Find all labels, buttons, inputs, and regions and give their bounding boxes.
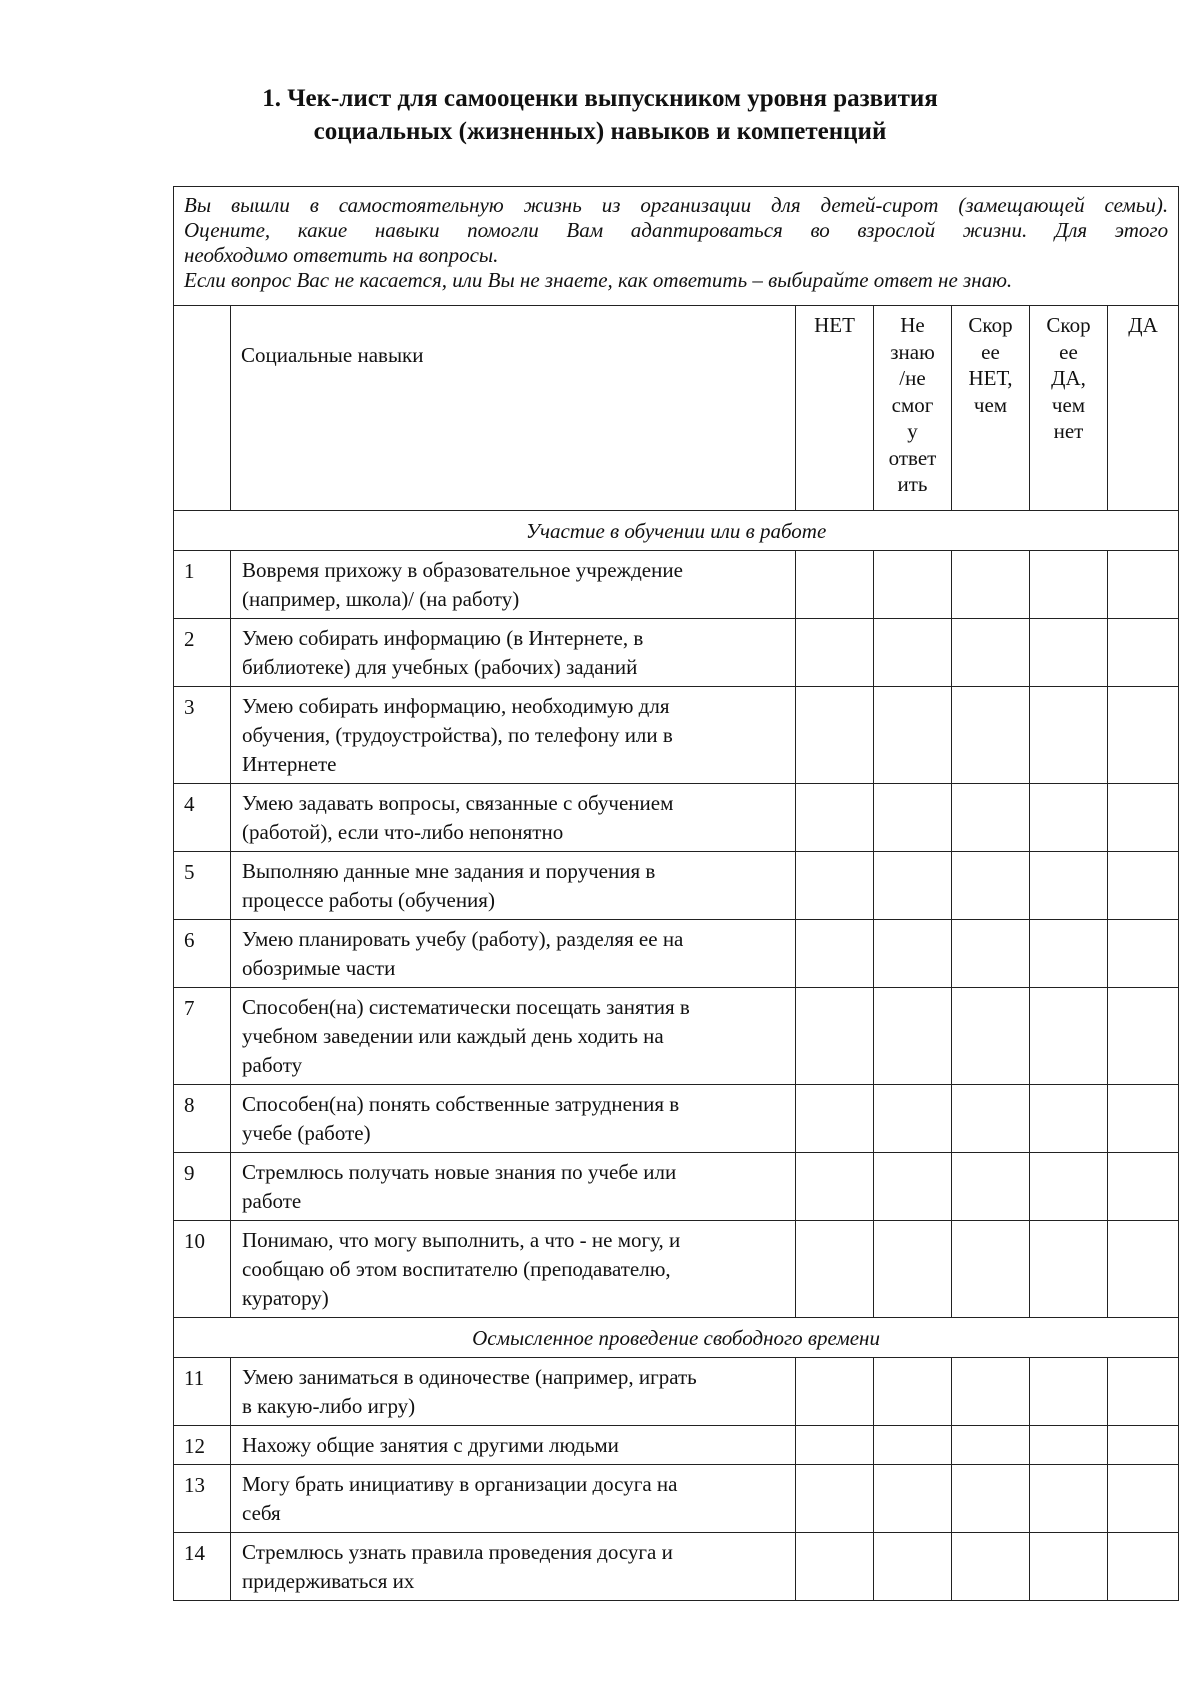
answer-yes-cell[interactable] xyxy=(1108,687,1179,784)
answer-rather-no-cell[interactable] xyxy=(952,1426,1030,1465)
header-dont-know xyxy=(874,306,952,511)
intro-row xyxy=(174,187,1179,306)
answer-rather-no-cell[interactable] xyxy=(952,1221,1030,1318)
answer-no-cell[interactable] xyxy=(796,551,874,619)
skill-text-line: учебе (работе) xyxy=(242,1121,371,1145)
skill-text-line: процессе работы (обучения) xyxy=(242,888,495,912)
skill-text xyxy=(231,1465,796,1533)
table-row xyxy=(174,619,1179,687)
header-rather-yes xyxy=(1030,306,1108,511)
row-number: 14 xyxy=(174,1533,231,1601)
intro-line-2: Оцените, какие навыки помогли Вам адаптироваться во взрослой жизни. Для этого xyxy=(184,218,1169,242)
answer-rather-no-cell[interactable] xyxy=(952,1085,1030,1153)
intro-line-3: необходимо ответить на вопросы. xyxy=(184,243,499,267)
answer-yes-cell[interactable] xyxy=(1108,1533,1179,1601)
answer-rather-yes-cell[interactable] xyxy=(1030,920,1108,988)
answer-dont-know-cell[interactable] xyxy=(874,1221,952,1318)
answer-yes-cell[interactable] xyxy=(1108,920,1179,988)
intro-line-4: Если вопрос Вас не касается, или Вы не знаете, как ответить – выбирайте ответ не знаю. xyxy=(184,268,1013,292)
answer-yes-cell[interactable] xyxy=(1108,1221,1179,1318)
answer-dont-know-cell[interactable] xyxy=(874,619,952,687)
skill-text-line: Способен(на) понять собственные затруднения в xyxy=(242,1092,680,1116)
checklist-table xyxy=(173,186,1179,1601)
answer-dont-know-cell[interactable] xyxy=(874,1153,952,1221)
answer-rather-yes-cell[interactable] xyxy=(1030,784,1108,852)
answer-rather-no-cell[interactable] xyxy=(952,551,1030,619)
skill-text xyxy=(231,988,796,1085)
header-text-line: знаю xyxy=(890,339,935,364)
header-skills: Социальные навыки xyxy=(231,306,796,511)
header-text-line: чем xyxy=(1051,392,1086,417)
answer-rather-no-cell[interactable] xyxy=(952,1465,1030,1533)
skill-text-line: в какую-либо игру) xyxy=(242,1394,416,1418)
skill-text-line: работе xyxy=(242,1189,302,1213)
answer-dont-know-cell[interactable] xyxy=(874,1426,952,1465)
row-number: 2 xyxy=(174,619,231,687)
skill-text xyxy=(231,1426,796,1465)
skill-text xyxy=(231,1221,796,1318)
answer-no-cell[interactable] xyxy=(796,1465,874,1533)
skill-text-line: сообщаю об этом воспитателю (преподавателю, xyxy=(242,1257,671,1281)
row-number: 6 xyxy=(174,920,231,988)
answer-yes-cell[interactable] xyxy=(1108,1358,1179,1426)
answer-dont-know-cell[interactable] xyxy=(874,988,952,1085)
row-number: 12 xyxy=(174,1426,231,1465)
header-text-line: НЕТ xyxy=(814,313,855,337)
answer-rather-yes-cell[interactable] xyxy=(1030,1221,1108,1318)
skill-text-line: Умею задавать вопросы, связанные с обучением xyxy=(242,791,674,815)
title-line-2: социальных (жизненных) навыков и компетенций xyxy=(313,118,887,145)
table-row xyxy=(174,1221,1179,1318)
header-yes xyxy=(1108,306,1179,511)
skill-text xyxy=(231,784,796,852)
intro-line-1: Вы вышли в самостоятельную жизнь из организации для детей-сирот (замещающей семьи). xyxy=(184,193,1169,217)
answer-no-cell[interactable] xyxy=(796,1426,874,1465)
header-text-line: нет xyxy=(1053,419,1084,443)
table-row xyxy=(174,784,1179,852)
answer-dont-know-cell[interactable] xyxy=(874,1465,952,1533)
header-text-line: НЕТ, xyxy=(968,366,1013,390)
answer-rather-yes-cell[interactable] xyxy=(1030,687,1108,784)
header-rather-no xyxy=(952,306,1030,511)
answer-no-cell[interactable] xyxy=(796,1221,874,1318)
table-row xyxy=(174,1533,1179,1601)
section-title: Осмысленное проведение свободного времени xyxy=(174,1318,1179,1358)
header-text-line: смог xyxy=(891,392,934,417)
row-number: 5 xyxy=(174,852,231,920)
answer-dont-know-cell[interactable] xyxy=(874,1533,952,1601)
answer-no-cell[interactable] xyxy=(796,619,874,687)
table-row xyxy=(174,1358,1179,1426)
answer-rather-no-cell[interactable] xyxy=(952,784,1030,852)
table-row xyxy=(174,852,1179,920)
row-number: 8 xyxy=(174,1085,231,1153)
header-text-line: ить xyxy=(897,472,928,496)
section-row xyxy=(174,511,1179,551)
skill-text-line: работу xyxy=(242,1053,303,1077)
table-row xyxy=(174,551,1179,619)
answer-rather-yes-cell[interactable] xyxy=(1030,619,1108,687)
answer-no-cell[interactable] xyxy=(796,920,874,988)
section-row xyxy=(174,1318,1179,1358)
skill-text-line: Умею планировать учебу (работу), разделяя ее на xyxy=(242,927,684,951)
skill-text xyxy=(231,1533,796,1601)
header-text-line: /не xyxy=(899,366,926,390)
answer-yes-cell[interactable] xyxy=(1108,1426,1179,1465)
answer-rather-yes-cell[interactable] xyxy=(1030,852,1108,920)
row-number: 7 xyxy=(174,988,231,1085)
header-text-line: ее xyxy=(981,339,1000,364)
header-text-line: у xyxy=(907,419,918,443)
skill-text xyxy=(231,687,796,784)
skill-text xyxy=(231,1358,796,1426)
answer-dont-know-cell[interactable] xyxy=(874,1085,952,1153)
row-number: 3 xyxy=(174,687,231,784)
answer-rather-no-cell[interactable] xyxy=(952,1153,1030,1221)
header-text-line: ее xyxy=(1059,339,1078,364)
answer-yes-cell[interactable] xyxy=(1108,1153,1179,1221)
skill-text xyxy=(231,1085,796,1153)
table-row xyxy=(174,1085,1179,1153)
answer-rather-no-cell[interactable] xyxy=(952,988,1030,1085)
header-text-line: чем xyxy=(973,392,1008,417)
header-text-line: Не xyxy=(900,313,925,337)
skill-text-line: учебном заведении или каждый день ходить на xyxy=(242,1024,664,1048)
skill-text-line: Могу брать инициативу в организации досуга на xyxy=(242,1472,678,1496)
answer-rather-yes-cell[interactable] xyxy=(1030,1465,1108,1533)
skill-text xyxy=(231,1153,796,1221)
skill-text-line: придерживаться их xyxy=(242,1569,415,1593)
header-num-cell xyxy=(174,306,231,511)
answer-rather-no-cell[interactable] xyxy=(952,1358,1030,1426)
answer-rather-yes-cell[interactable] xyxy=(1030,1153,1108,1221)
header-row xyxy=(174,306,1179,511)
table-row xyxy=(174,687,1179,784)
row-number: 4 xyxy=(174,784,231,852)
table-row xyxy=(174,920,1179,988)
skill-text xyxy=(231,852,796,920)
answer-no-cell[interactable] xyxy=(796,1358,874,1426)
skill-text-line: Стремлюсь узнать правила проведения досуга и xyxy=(242,1540,673,1564)
answer-yes-cell[interactable] xyxy=(1108,619,1179,687)
header-text-line: ответ xyxy=(888,445,937,470)
skill-text-line: Способен(на) систематически посещать занятия в xyxy=(242,995,690,1019)
answer-rather-yes-cell[interactable] xyxy=(1030,1085,1108,1153)
answer-no-cell[interactable] xyxy=(796,1153,874,1221)
header-text-line: Скор xyxy=(1046,313,1091,337)
skill-text-line: обучения, (трудоустройства), по телефону или в xyxy=(242,723,673,747)
page-title xyxy=(0,82,1200,148)
table-row xyxy=(174,988,1179,1085)
answer-rather-no-cell[interactable] xyxy=(952,687,1030,784)
skill-text-line: (например, школа)/ (на работу) xyxy=(242,587,520,611)
answer-yes-cell[interactable] xyxy=(1108,852,1179,920)
answer-rather-no-cell[interactable] xyxy=(952,852,1030,920)
answer-dont-know-cell[interactable] xyxy=(874,920,952,988)
skill-text-line: Интернете xyxy=(242,752,337,776)
answer-rather-yes-cell[interactable] xyxy=(1030,988,1108,1085)
skill-text-line: Умею собирать информацию, необходимую для xyxy=(242,694,670,718)
table-row xyxy=(174,1426,1179,1465)
skill-text-line: себя xyxy=(242,1501,281,1525)
answer-dont-know-cell[interactable] xyxy=(874,784,952,852)
answer-no-cell[interactable] xyxy=(796,687,874,784)
row-number: 1 xyxy=(174,551,231,619)
header-text-line: ДА, xyxy=(1051,366,1086,390)
row-number: 10 xyxy=(174,1221,231,1318)
skill-text-line: куратору) xyxy=(242,1286,329,1310)
answer-dont-know-cell[interactable] xyxy=(874,551,952,619)
answer-no-cell[interactable] xyxy=(796,852,874,920)
row-number: 13 xyxy=(174,1465,231,1533)
skill-text-line: Понимаю, что могу выполнить, а что - не могу, и xyxy=(242,1228,681,1252)
intro-text xyxy=(174,187,1179,306)
answer-dont-know-cell[interactable] xyxy=(874,687,952,784)
table-row xyxy=(174,1465,1179,1533)
answer-no-cell[interactable] xyxy=(796,784,874,852)
answer-dont-know-cell[interactable] xyxy=(874,852,952,920)
skill-text-line: Умею заниматься в одиночестве (например, играть xyxy=(242,1365,697,1389)
skill-text-line: Умею собирать информацию (в Интернете, в xyxy=(242,626,644,650)
answer-yes-cell[interactable] xyxy=(1108,1085,1179,1153)
skill-text xyxy=(231,619,796,687)
header-text-line: Скор xyxy=(968,313,1013,337)
header-no xyxy=(796,306,874,511)
skill-text-line: библиотеке) для учебных (рабочих) заданий xyxy=(242,655,638,679)
answer-no-cell[interactable] xyxy=(796,988,874,1085)
answer-rather-yes-cell[interactable] xyxy=(1030,1358,1108,1426)
skill-text xyxy=(231,551,796,619)
skill-text-line: обозримые части xyxy=(242,956,396,980)
header-text-line: ДА xyxy=(1128,313,1158,337)
row-number: 9 xyxy=(174,1153,231,1221)
row-number: 11 xyxy=(174,1358,231,1426)
skill-text-line: Выполняю данные мне задания и поручения в xyxy=(242,859,656,883)
answer-rather-yes-cell[interactable] xyxy=(1030,1426,1108,1465)
skill-text-line: Вовремя прихожу в образовательное учреждение xyxy=(242,558,683,582)
skill-text xyxy=(231,920,796,988)
answer-yes-cell[interactable] xyxy=(1108,784,1179,852)
answer-yes-cell[interactable] xyxy=(1108,551,1179,619)
answer-no-cell[interactable] xyxy=(796,1533,874,1601)
answer-yes-cell[interactable] xyxy=(1108,1465,1179,1533)
table-row xyxy=(174,1153,1179,1221)
answer-yes-cell[interactable] xyxy=(1108,988,1179,1085)
answer-rather-no-cell[interactable] xyxy=(952,619,1030,687)
answer-rather-yes-cell[interactable] xyxy=(1030,551,1108,619)
answer-rather-no-cell[interactable] xyxy=(952,1533,1030,1601)
skill-text-line: (работой), если что-либо непонятно xyxy=(242,820,564,844)
answer-dont-know-cell[interactable] xyxy=(874,1358,952,1426)
answer-rather-yes-cell[interactable] xyxy=(1030,1533,1108,1601)
skill-text-line: Нахожу общие занятия с другими людьми xyxy=(242,1433,619,1457)
answer-no-cell[interactable] xyxy=(796,1085,874,1153)
title-line-1: 1. Чек-лист для самооценки выпускником уровня развития xyxy=(262,85,938,112)
section-title: Участие в обучении или в работе xyxy=(174,511,1179,551)
skill-text-line: Стремлюсь получать новые знания по учебе или xyxy=(242,1160,677,1184)
answer-rather-no-cell[interactable] xyxy=(952,920,1030,988)
